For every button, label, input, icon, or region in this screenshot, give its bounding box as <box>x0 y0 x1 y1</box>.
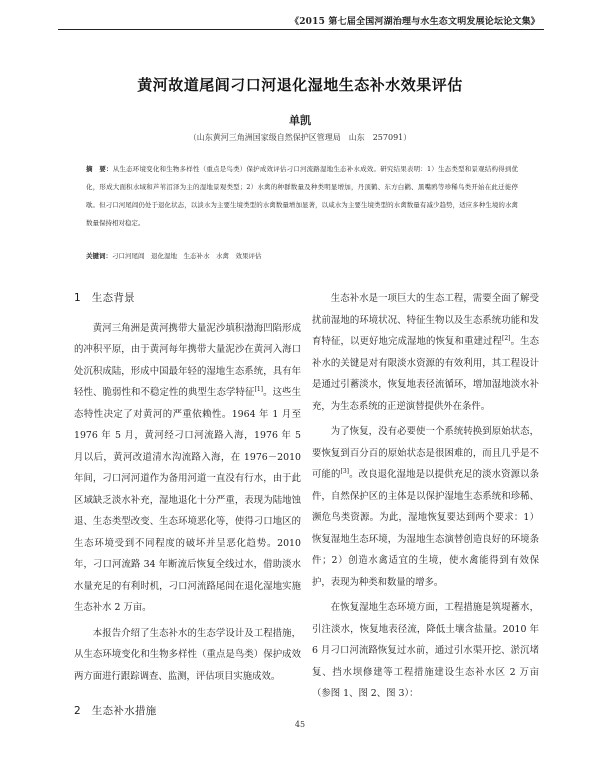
author-affiliation: （山东黄河三角洲国家级自然保护区管理局 山东 257091） <box>188 133 412 142</box>
citation: [3] <box>340 467 349 475</box>
paragraph-text: 黄河三角洲是黄河携带大量泥沙填积渤海凹陷形成的冲积平原，由于黄河每年携带大量泥沙在黄河入海口处沉积成陆，形成中国最年轻的湿地生态系统，具有年轻性、脆弱性和不稳定性的典型生态学特征 <box>74 322 301 398</box>
body-paragraph <box>74 318 301 619</box>
citation: [1] <box>254 385 263 393</box>
paragraph-text: 为了恢复，没有必要使一个系统转换到原始状态，要恢复到百分百的原始状态是很困难的，而且几乎是不可能的 <box>312 426 539 480</box>
page-number: 45 <box>294 720 306 729</box>
left-column <box>74 288 301 731</box>
citation: [2] <box>501 334 511 342</box>
keywords-label: 关键词： <box>86 252 112 260</box>
abstract <box>86 160 518 232</box>
keywords <box>86 251 518 260</box>
author-name: 单凯 <box>289 114 311 127</box>
paragraph-text: 。这些生态特性决定了对黄河的严重依赖性。1964 年 1 月至 1976 年 5 月，黄河经刁口河流路入海，1976 年 5 月以后，黄河改道清水沟流路入海，在 1976－2010 年间，刁口河河道作为备用河道一直没有行水，由于此区域缺乏淡水补充，湿地退化十分严重，表现为陆地蚀退、生态类型改变、生态环境恶化等，使得刁口地区的生态环境受到不同程度的破坏并呈恶化趋势。2010 年，刁口河流路 34 年断流后恢复全线过水，借助淡水水量充足的有利时机，刁口河流路尾闾在退化湿地实施生态补水 2 万亩。 <box>74 387 301 613</box>
section-1-heading: 1 生态背景 <box>74 292 135 304</box>
abstract-text: 从生态环境变化和生物多样性（重点是鸟类）保护成效评估刁口河流路湿地生态补水成效。研究结果表明：1）生态类型和景观结构得到优化，形成大面积水域和芦苇沼泽为主的湿地景观类型；2）水禽的种群数量及种类明显增加，丹顶鹤、东方白鹳、黑嘴鸥等珍稀鸟类开始在此迁徙停歇。但刁口河尾闾仍处于退化状态，以淡水为主要生境类型的水禽数量增加显著，以咸水为主要生境类型的水禽数量有减少趋势，适应多种生境的水禽数量保持相对稳定。 <box>86 165 519 227</box>
paper-title: 黄河故道尾闾刁口河退化湿地生态补水效果评估 <box>137 76 463 94</box>
body-paragraph: 本报告介绍了生态补水的生态学设计及工程措施，从生态环境变化和生物多样性（重点是鸟类）保护成效两方面进行跟踪调查、监测，评估项目实施成效。 <box>74 627 301 682</box>
paragraph-text: 生态补水是一项巨大的生态工程，需要全面了解受扰前湿地的环境状况、特征生物以及生态系统功能和发育特征，以更好地完成湿地的恢复和重建过程 <box>312 293 539 347</box>
header-rule <box>58 29 544 30</box>
paragraph-text: 。生态补水的关键是对有限淡水资源的有效利用，其工程设计是通过引蓄淡水，恢复地表径流循环，增加湿地淡水补充，为生态系统的正逆演替提供外在条件。 <box>312 336 539 412</box>
body-paragraph <box>312 288 539 417</box>
body-paragraph <box>312 421 539 593</box>
running-head: 《2015 第七届全国河湖治理与水生态文明发展论坛论文集》 <box>290 17 540 27</box>
paragraph-text: 。改良退化湿地是以提供充足的淡水资源以条件，自然保护区的主体是以保护湿地生态系统和珍稀、濒危鸟类资源。为此，湿地恢复要达到两个要求：1）恢复湿地生态环境，为湿地生态演替创造良好的环境条件；2）创造水禽适宜的生境，使水禽能得到有效保护，表现为种类和数量的增多。 <box>312 469 539 588</box>
abstract-label: 摘 要： <box>86 165 113 173</box>
keywords-text: 刁口河尾闾 退化湿地 生态补水 水禽 效果评估 <box>112 252 262 260</box>
right-column <box>312 288 539 705</box>
section-2-heading: 2 生态补水措施 <box>74 705 157 717</box>
body-paragraph: 在恢复湿地生态环境方面，工程措施是筑堤蓄水，引注淡水，恢复地表径流，降低土壤含盐量。2010 年 6 月刁口河流路恢复过水前，通过引水渠开挖、淤沉堵复、挡水坝修建等工程措施建设生态补水区 2 万亩（参图 1、图 2、图 3）： <box>312 602 539 699</box>
